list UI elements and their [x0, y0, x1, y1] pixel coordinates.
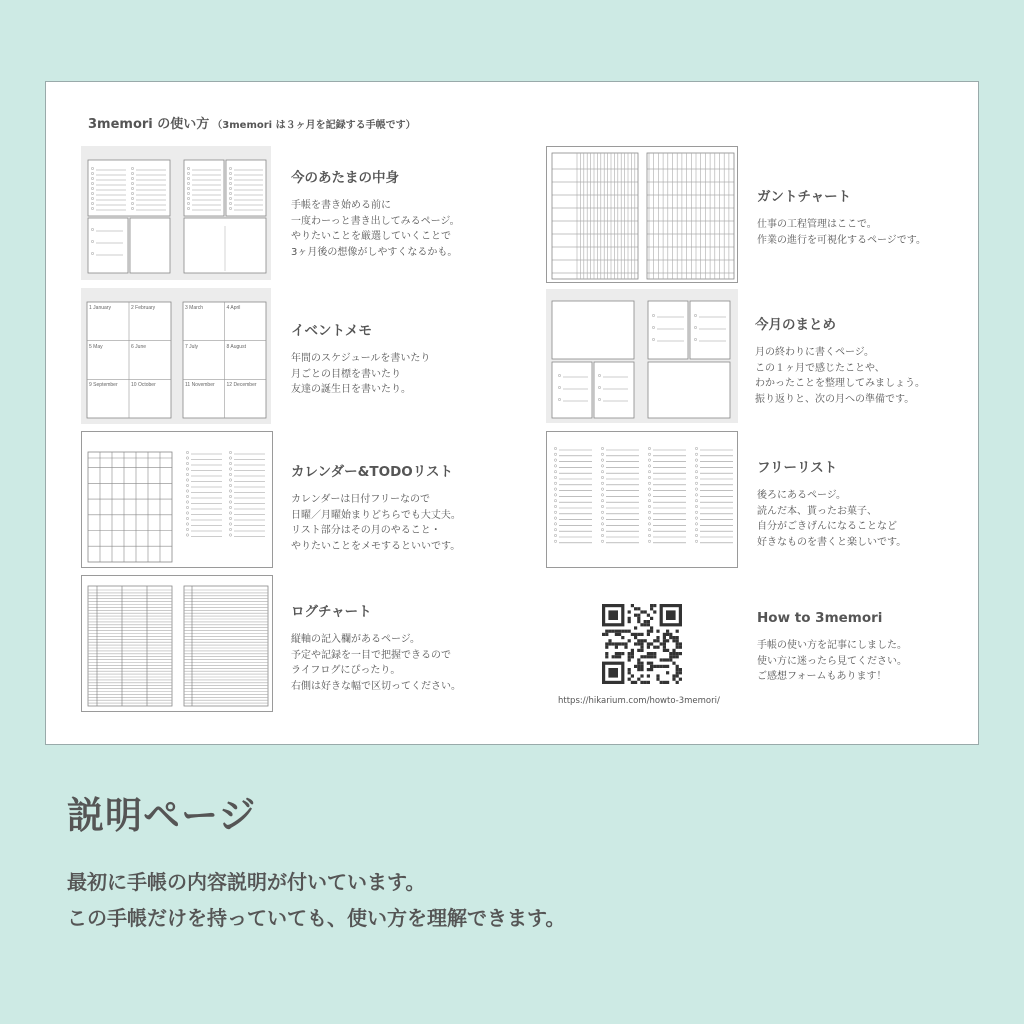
thumb-monthly-summary [546, 289, 738, 423]
section-title: カレンダー&TODOリスト [291, 464, 453, 480]
month-cell-label: 1 January [89, 305, 111, 311]
section-title: ログチャート [291, 604, 372, 620]
month-cell-label: 6 June [131, 344, 147, 350]
month-cell-label: 2 February [131, 305, 156, 311]
month-cell-label: 7 July [185, 344, 199, 350]
section-title: ガントチャート [757, 189, 852, 205]
thumb-event-memo [81, 288, 271, 424]
section-gantt-chart: ガントチャート 仕事の工程管理はここで。 作業の進行を可視化するページです。 [757, 185, 926, 248]
thumb-head-contents [81, 146, 271, 280]
thumb-calendar-todo [81, 431, 273, 568]
month-cell-label: 3 March [185, 305, 204, 311]
instruction-card [45, 81, 979, 745]
section-head-contents: 今のあたまの中身 手帳を書き始める前に 一度わーっと書き出してみるページ。 やりたいことを厳選していくことで 3ヶ月後の想像がしやすくなるかも。 [291, 166, 460, 260]
month-cell-label: 11 November [185, 382, 215, 388]
month-cell-label: 12 December [226, 382, 257, 388]
section-monthly-summary: 今月のまとめ 月の終わりに書くページ。 この１ヶ月で感じたことや、 わかったことを整理してみましょう。 振り返りと、次の月への準備です。 [755, 313, 925, 407]
section-title: イベントメモ [291, 323, 372, 339]
month-cell-label: 8 August [226, 344, 246, 350]
thumb-log-chart [81, 575, 273, 712]
month-cell-label: 4 April [226, 305, 241, 311]
caption-line-1: 最初に手帳の内容説明が付いています。 [67, 870, 426, 894]
section-event-memo: イベントメモ 年間のスケジュールを書いたり 月ごとの目標を書いたり 友達の誕生日を書いたり。 [291, 319, 430, 398]
section-title: 今のあたまの中身 [291, 170, 399, 186]
card-subtitle: （3memori は３ヶ月を記録する手帳です） [212, 120, 416, 131]
thumb-gantt-chart [546, 146, 738, 283]
thumb-free-list [546, 431, 738, 568]
section-howto: How to 3memori 手帳の使い方を記事にしました。 使い方に迷ったら見てください。 ご感想フォームもあります！ [757, 610, 907, 682]
month-cell-label: 5 May [89, 344, 103, 350]
section-title: 今月のまとめ [755, 317, 836, 333]
section-free-list: フリーリスト 後ろにあるページ。 読んだ本、貰ったお菓子、 自分がごきげんになることなど 好きなものを書くと楽しいです。 [757, 456, 906, 550]
qr-code[interactable] [602, 604, 682, 688]
caption-line-2: この手帳だけを持っていても、使い方を理解できます。 [67, 906, 566, 930]
page-heading: 説明ページ [67, 794, 257, 837]
section-title: フリーリスト [757, 460, 838, 476]
card-title: 3memori の使い方 （3memori は３ヶ月を記録する手帳です） [88, 117, 416, 132]
section-title: How to 3memori [757, 610, 883, 626]
section-calendar-todo: カレンダー&TODOリスト カレンダーは日付フリーなので 日曜／月曜始まりどちらでも大丈夫。 リスト部分はその月のやること・ やりたいことをメモするといいです。 [291, 460, 461, 554]
month-cell-label: 9 September [89, 382, 118, 388]
month-cell-label: 10 October [131, 382, 156, 388]
section-log-chart: ログチャート 縦軸の記入欄があるページ。 予定や記録を一目で把握できるので ライフログにぴったり。 右側は好きな幅で区切ってください。 [291, 600, 461, 694]
howto-url[interactable]: https://hikarium.com/howto-3memori/ [558, 696, 720, 706]
